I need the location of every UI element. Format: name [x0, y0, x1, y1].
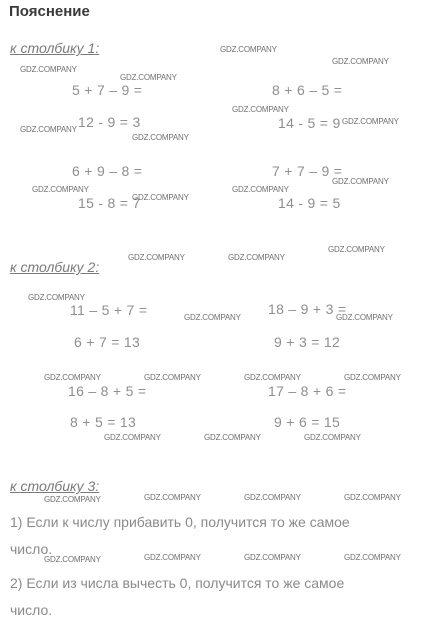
solution-s2-left-1: 6 + 7 = 13	[74, 334, 141, 350]
watermark: GDZ.COMPANY	[132, 133, 189, 142]
watermark: GDZ.COMPANY	[332, 177, 389, 186]
expression-s1-right-1: 8 + 6 – 5 =	[272, 82, 343, 98]
watermark: GDZ.COMPANY	[336, 313, 393, 322]
watermark: GDZ.COMPANY	[304, 433, 361, 442]
expression-s1-left-1: 5 + 7 – 9 =	[72, 82, 143, 98]
watermark: GDZ.COMPANY	[144, 373, 201, 382]
rule-2-line-2: число.	[10, 602, 53, 618]
page-title: Пояснение	[9, 3, 90, 20]
solution-s2-right-1: 9 + 3 = 12	[274, 334, 341, 350]
watermark: GDZ.COMPANY	[44, 555, 101, 564]
watermark: GDZ.COMPANY	[144, 493, 201, 502]
expression-s2-right-2: 17 – 8 + 6 =	[268, 383, 347, 399]
watermark: GDZ.COMPANY	[344, 493, 401, 502]
solution-s1-left-2: 15 - 8 = 7	[78, 195, 141, 211]
watermark: GDZ.COMPANY	[244, 493, 301, 502]
watermark: GDZ.COMPANY	[232, 105, 289, 114]
watermark: GDZ.COMPANY	[344, 373, 401, 382]
solution-s1-right-1: 14 - 5 = 9	[278, 115, 341, 131]
rule-2-line-1: 2) Если из числа вычесть 0, получится то же самое	[10, 575, 345, 591]
watermark: GDZ.COMPANY	[228, 253, 285, 262]
solution-s1-left-1: 12 - 9 = 3	[78, 114, 141, 130]
watermark: GDZ.COMPANY	[132, 193, 189, 202]
watermark: GDZ.COMPANY	[342, 117, 399, 126]
watermark: GDZ.COMPANY	[20, 65, 77, 74]
watermark: GDZ.COMPANY	[104, 433, 161, 442]
section-3-heading: к столбику 3:	[10, 478, 100, 494]
watermark: GDZ.COMPANY	[244, 373, 301, 382]
expression-s1-left-2: 6 + 9 – 8 =	[72, 163, 143, 179]
solution-s1-right-2: 14 - 9 = 5	[278, 195, 341, 211]
section-2-heading: к столбику 2:	[10, 259, 100, 275]
section-1-heading: к столбику 1:	[10, 40, 100, 56]
watermark: GDZ.COMPANY	[20, 125, 77, 134]
watermark: GDZ.COMPANY	[244, 553, 301, 562]
watermark: GDZ.COMPANY	[144, 553, 201, 562]
watermark: GDZ.COMPANY	[120, 73, 177, 82]
expression-s1-right-2: 7 + 7 – 9 =	[272, 163, 343, 179]
watermark: GDZ.COMPANY	[44, 495, 101, 504]
watermark: GDZ.COMPANY	[232, 185, 289, 194]
watermark: GDZ.COMPANY	[184, 313, 241, 322]
watermark: GDZ.COMPANY	[28, 293, 85, 302]
watermark: GDZ.COMPANY	[220, 45, 277, 54]
solution-s2-right-2: 9 + 6 = 15	[274, 414, 341, 430]
watermark: GDZ.COMPANY	[128, 253, 185, 262]
rule-1-line-2: число.	[10, 541, 53, 557]
watermark: GDZ.COMPANY	[204, 433, 261, 442]
rule-1-line-1: 1) Если к числу прибавить 0, получится то же самое	[10, 514, 350, 530]
solution-s2-left-2: 8 + 5 = 13	[70, 414, 137, 430]
expression-s2-left-1: 11 – 5 + 7 =	[70, 302, 148, 318]
expression-s2-left-2: 16 – 8 + 5 =	[68, 383, 147, 399]
watermark: GDZ.COMPANY	[328, 245, 385, 254]
watermark: GDZ.COMPANY	[32, 185, 89, 194]
watermark: GDZ.COMPANY	[44, 373, 101, 382]
watermark: GDZ.COMPANY	[344, 553, 401, 562]
expression-s2-right-1: 18 – 9 + 3 =	[268, 301, 347, 317]
watermark: GDZ.COMPANY	[332, 57, 389, 66]
